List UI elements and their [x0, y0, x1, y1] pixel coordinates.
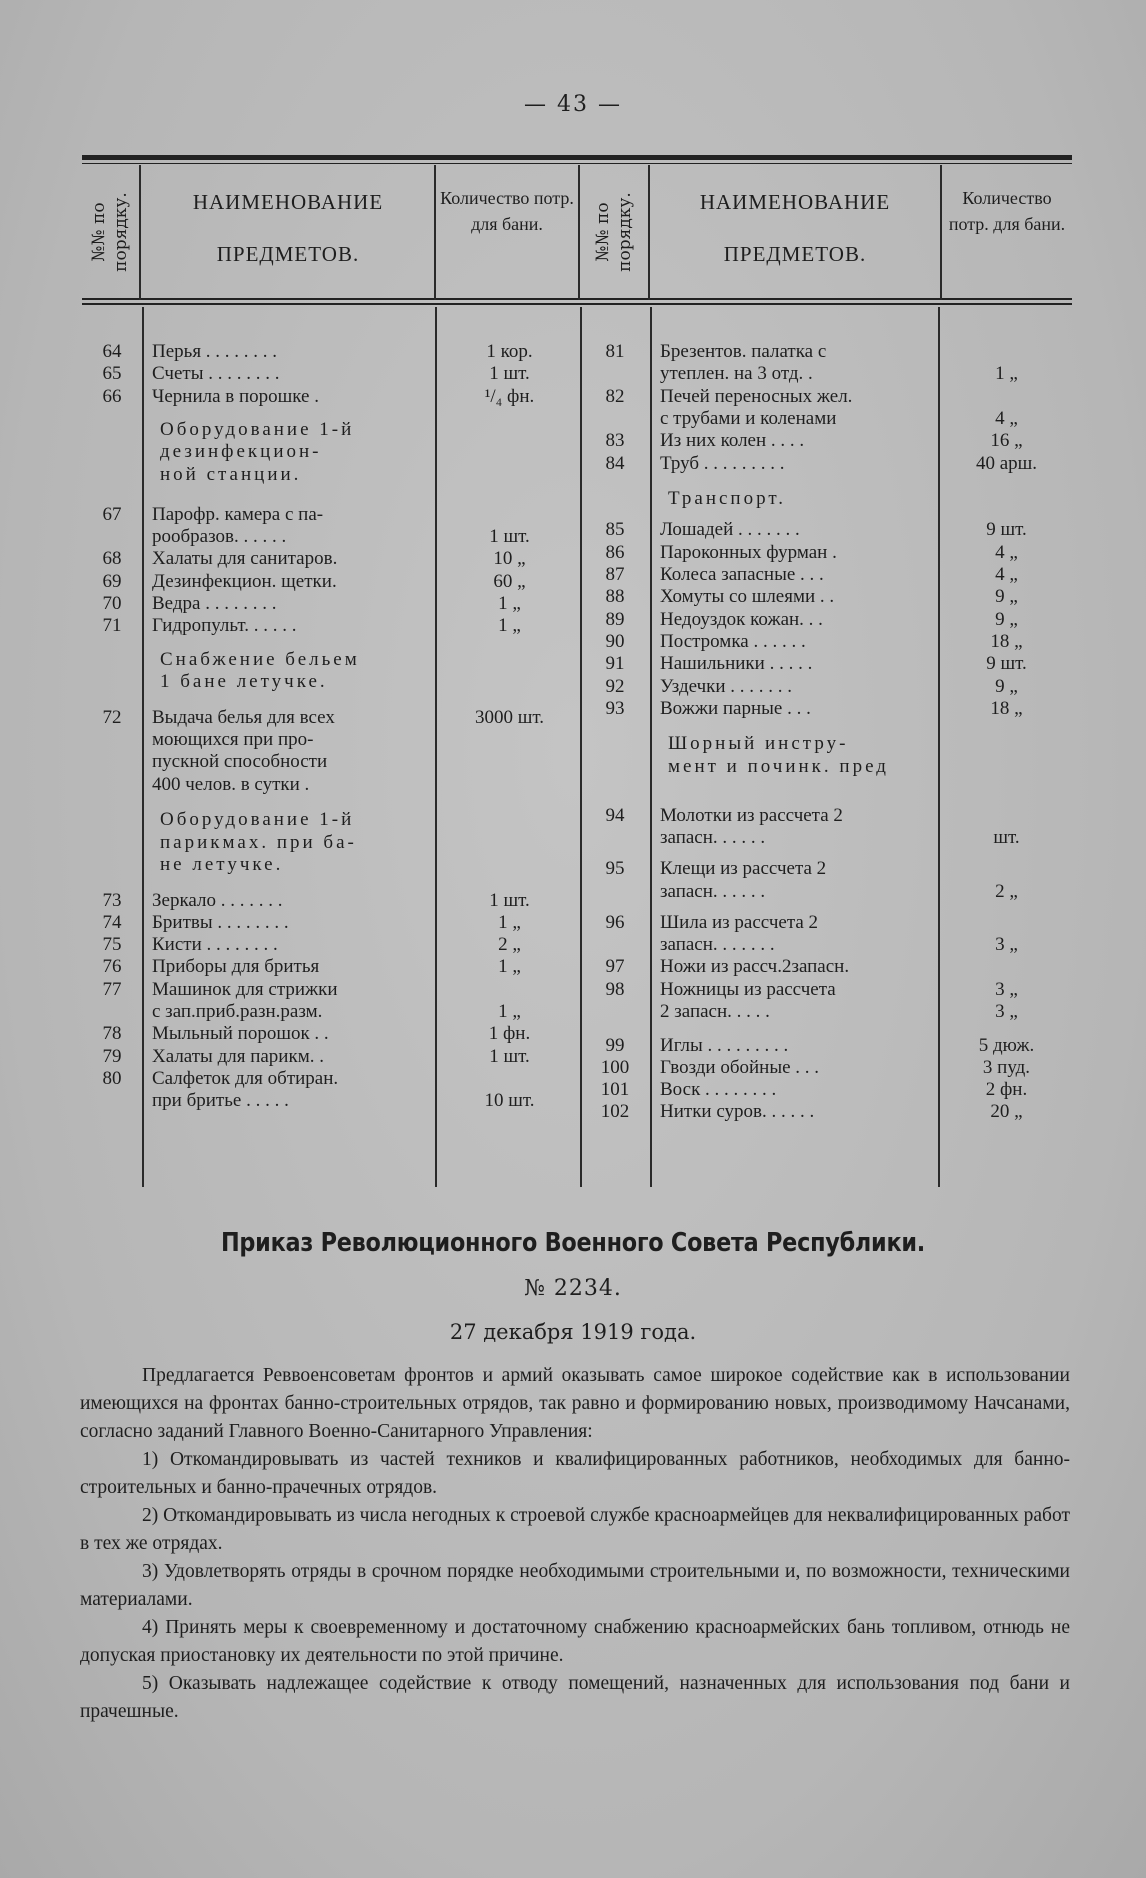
row-number: 73: [102, 889, 122, 911]
order-intro: Предлагается Реввоенсоветам фронтов и армий оказывать самое широкое содействие как в использовании имеющихся на фронтах банно-строительных отрядов, так равно и формированию новых, производимому Начсанами, согласно заданий Главного Военно-Санитарного Управления:: [80, 1365, 1070, 1442]
row-quantity: 4 „: [995, 564, 1018, 585]
row-name: Шила из рассчета 2: [660, 911, 819, 933]
row-name: Лошадей . . . . . . .: [660, 519, 800, 541]
row-name: утеплен. на 3 отд. .: [660, 363, 813, 385]
row-name: Нитки суров. . . . . .: [660, 1101, 815, 1123]
section-heading: Транспорт.: [668, 488, 786, 510]
row-name: Бритвы . . . . . . . .: [152, 911, 289, 933]
order-item: 3) Удовлетворять отряды в срочном порядке необходимыми строительными и, по возможности, техническими материалами.: [80, 1561, 1070, 1610]
row-quantity: 9 „: [995, 675, 1018, 697]
table-top-rule: [82, 155, 1072, 160]
table-top-rule-thin: [82, 163, 1072, 164]
row-name: Труб . . . . . . . . .: [660, 452, 785, 474]
column-divider: [435, 307, 437, 1187]
row-quantity: шт.: [993, 827, 1020, 849]
row-number: 64: [102, 341, 122, 362]
section-heading: Шорный инстру-: [668, 733, 849, 755]
row-name: с трубами и коленами: [660, 407, 837, 429]
row-quantity: 40 арш.: [975, 452, 1038, 474]
row-name: Уздечки . . . . . . .: [660, 675, 793, 697]
row-quantity: 1 кор.: [486, 341, 533, 362]
row-quantity: 3 пуд.: [982, 1056, 1031, 1078]
row-name: Гидропульт. . . . . .: [152, 615, 297, 637]
row-number: 96: [605, 911, 625, 933]
row-name: Счеты . . . . . . . .: [152, 363, 280, 385]
row-name: Из них колен . . . .: [660, 430, 805, 452]
row-quantity: 9 шт.: [986, 653, 1027, 675]
row-quantity: 16 „: [990, 430, 1023, 452]
header-divider: [434, 165, 436, 300]
row-number: 102: [600, 1101, 630, 1123]
row-quantity: ¹/₄ фн.: [484, 385, 535, 407]
row-number: 83: [605, 430, 625, 452]
header-qty-left: Количество потр. для бани.: [440, 188, 574, 234]
row-name: 2 запасн. . . . .: [660, 1001, 770, 1023]
row-name: Постромка . . . . . .: [660, 630, 806, 652]
row-number: 85: [605, 519, 625, 541]
row-quantity: 5 дюж.: [978, 1034, 1035, 1056]
row-name: Ножи из рассч.2запасн.: [660, 956, 850, 978]
row-quantity: 2 „: [995, 880, 1018, 902]
section-heading: не летучке.: [160, 853, 284, 875]
section-heading: Оборудование 1-й: [160, 419, 355, 441]
items-table: [82, 155, 1072, 1190]
row-quantity: 1 „: [498, 911, 521, 933]
row-number: 101: [600, 1079, 630, 1101]
row-name: Ножницы из рассчета: [660, 978, 836, 1000]
column-divider: [142, 307, 144, 1187]
row-name: Недоуздок кожан. . .: [660, 608, 823, 630]
row-quantity: 10 шт.: [484, 1090, 535, 1112]
row-name: Хомуты со шлеями . .: [660, 586, 835, 608]
header-bottom-rule: [82, 298, 1072, 300]
row-number: 81: [605, 341, 625, 362]
row-number: 71: [102, 615, 122, 637]
row-name: Приборы для бритья: [152, 956, 320, 978]
row-number: 86: [605, 541, 625, 563]
row-number: 93: [605, 697, 625, 719]
row-name: Перья . . . . . . . .: [152, 341, 278, 362]
header-name-left-2: ПРЕДМЕТОВ.: [216, 242, 360, 266]
row-number: 84: [605, 452, 625, 474]
row-quantity: 1 „: [498, 615, 521, 637]
row-name: Салфеток для обтиран.: [152, 1067, 339, 1089]
section-heading: парикмах. при ба-: [160, 831, 357, 853]
row-number: 82: [605, 385, 625, 407]
row-quantity: 3 „: [995, 934, 1018, 956]
row-name: запасн. . . . . .: [660, 827, 766, 849]
row-quantity: 3 „: [995, 1001, 1018, 1023]
header-num-right: №№ по порядку.: [593, 192, 635, 272]
row-number: 65: [102, 363, 122, 385]
row-name: Машинок для стрижки: [152, 978, 338, 1000]
row-number: 67: [102, 503, 122, 525]
row-quantity: 2 фн.: [985, 1079, 1028, 1101]
row-number: 100: [600, 1056, 630, 1078]
row-number: 80: [102, 1067, 122, 1089]
row-number: 72: [102, 706, 122, 728]
row-name: запасн. . . . . . .: [660, 934, 775, 956]
row-name: при бритье . . . . .: [152, 1090, 289, 1112]
row-name: Чернила в порошке .: [152, 385, 319, 407]
row-number: 99: [605, 1034, 625, 1056]
row-quantity: 1 шт.: [489, 1045, 530, 1067]
row-quantity: 1 шт.: [489, 526, 530, 548]
row-number: 94: [605, 804, 625, 826]
row-name: Кисти . . . . . . . .: [152, 934, 278, 956]
header-num-left: №№ по порядку.: [89, 192, 131, 272]
column-divider: [938, 307, 940, 1187]
row-quantity: 60 „: [493, 570, 526, 592]
order-text: [80, 1362, 1070, 1726]
row-quantity: 1 шт.: [489, 889, 530, 911]
row-name: Воск . . . . . . . .: [660, 1079, 777, 1101]
header-name-left-1: НАИМЕНОВАНИЕ: [192, 190, 384, 214]
row-quantity: 18 „: [990, 697, 1023, 719]
row-number: 77: [102, 978, 122, 1000]
row-quantity: 1 „: [498, 592, 521, 614]
row-quantity: 2 „: [498, 934, 521, 956]
row-name: Вожжи парные . . .: [660, 697, 811, 719]
order-title: Приказ Революционного Военного Совета Республики.: [220, 1228, 926, 1258]
header-divider: [648, 165, 650, 300]
order-item: 4) Принять меры к своевременному и достаточному снабжению красноармейских бань топливом, отнюдь не допуская приостановку их деятельности по этой причине.: [80, 1617, 1070, 1666]
row-name: рообразов. . . . . .: [152, 526, 287, 548]
section-heading: 1 бане летучке.: [160, 671, 328, 693]
header-bottom-rule-2: [82, 303, 1072, 305]
row-name: Дезинфекцион. щетки.: [152, 570, 337, 592]
column-divider: [650, 307, 652, 1187]
header-name-right-1: НАИМЕНОВАНИЕ: [699, 190, 891, 214]
row-quantity: 10 „: [493, 548, 526, 570]
header-divider: [139, 165, 141, 300]
row-number: 98: [605, 978, 625, 1000]
row-quantity: 4 „: [995, 541, 1018, 563]
row-name: Колеса запасные . . .: [660, 564, 824, 585]
order-item: 5) Оказывать надлежащее содействие к отводу помещений, назначенных для использования под бани и прачешные.: [80, 1673, 1070, 1722]
row-quantity: 3 „: [995, 978, 1018, 1000]
order-date: 27 декабря 1919 года.: [449, 1320, 697, 1344]
row-quantity: 1 шт.: [489, 363, 530, 385]
row-name: Пароконных фурман .: [660, 541, 837, 563]
row-name: с зап.приб.разн.разм.: [152, 1001, 323, 1023]
row-name: Халаты для парикм. .: [152, 1045, 324, 1067]
row-quantity: 1 фн.: [488, 1023, 531, 1045]
row-quantity: 9 шт.: [986, 519, 1027, 541]
header-name-right-2: ПРЕДМЕТОВ.: [723, 242, 867, 266]
row-name: Зеркало . . . . . . .: [152, 889, 283, 911]
row-quantity: 1 „: [995, 363, 1018, 385]
row-number: 88: [605, 586, 625, 608]
row-quantity: 1 „: [498, 956, 521, 978]
section-heading: Снабжение бельем: [160, 648, 360, 670]
row-number: 91: [605, 653, 625, 675]
row-quantity: 1 „: [498, 1001, 521, 1023]
row-name: Печей переносных жел.: [660, 385, 853, 407]
row-name: Гвозди обойные . . .: [660, 1056, 820, 1078]
row-name: моющихся при про-: [152, 729, 314, 751]
row-name: 400 челов. в сутки .: [152, 773, 310, 795]
row-name: Ведра . . . . . . . .: [152, 592, 277, 614]
row-number: 92: [605, 675, 625, 697]
row-number: 69: [102, 570, 122, 592]
row-number: 79: [102, 1045, 122, 1067]
row-name: Нашильники . . . . .: [660, 653, 813, 675]
row-quantity: 18 „: [990, 630, 1023, 652]
row-name: Клещи из рассчета 2: [660, 858, 827, 880]
row-name: Брезентов. палатка с: [660, 341, 827, 362]
row-number: 89: [605, 608, 625, 630]
order-number: № 2234.: [524, 1276, 622, 1301]
order-item: 2) Откомандировывать из числа негодных к строевой службе красноармейцев для неквалифицированных работ в тех же отрядах.: [80, 1505, 1070, 1554]
row-name: Мыльный порошок . .: [152, 1023, 329, 1045]
section-heading: Оборудование 1-й: [160, 809, 355, 831]
header-divider: [578, 165, 580, 300]
row-name: пускной способности: [152, 751, 328, 773]
row-name: Молотки из рассчета 2: [660, 804, 843, 826]
row-number: 74: [102, 911, 122, 933]
row-name: Парофр. камера с па-: [152, 503, 324, 525]
section-heading: мент и починк. пред: [668, 755, 889, 777]
row-quantity: 9 „: [995, 586, 1018, 608]
row-number: 97: [605, 956, 625, 978]
row-name: запасн. . . . . .: [660, 880, 766, 902]
row-number: 68: [102, 548, 122, 570]
order-item: 1) Откомандировывать из частей техников и квалифицированных работников, необходимых для банно-строительных и банно-прачечных отрядов.: [80, 1449, 1070, 1498]
row-number: 66: [102, 385, 122, 407]
row-name: Выдача белья для всех: [152, 706, 335, 728]
row-name: Иглы . . . . . . . . .: [660, 1034, 789, 1056]
row-number: 78: [102, 1023, 122, 1045]
row-quantity: 3000 шт.: [474, 706, 544, 728]
row-quantity: 20 „: [990, 1101, 1023, 1123]
row-number: 70: [102, 592, 122, 614]
row-number: 87: [605, 564, 625, 585]
row-number: 95: [605, 858, 625, 880]
section-heading: ной станции.: [160, 463, 302, 485]
section-heading: дезинфекцион-: [160, 441, 322, 463]
row-quantity: 9 „: [995, 608, 1018, 630]
row-number: 76: [102, 956, 122, 978]
row-number: 75: [102, 934, 122, 956]
page-number: — 43 —: [524, 92, 622, 117]
row-quantity: 4 „: [995, 407, 1018, 429]
row-number: 90: [605, 630, 625, 652]
row-name: Халаты для санитаров.: [152, 548, 338, 570]
header-qty-right: Количество потр. для бани.: [948, 188, 1066, 234]
